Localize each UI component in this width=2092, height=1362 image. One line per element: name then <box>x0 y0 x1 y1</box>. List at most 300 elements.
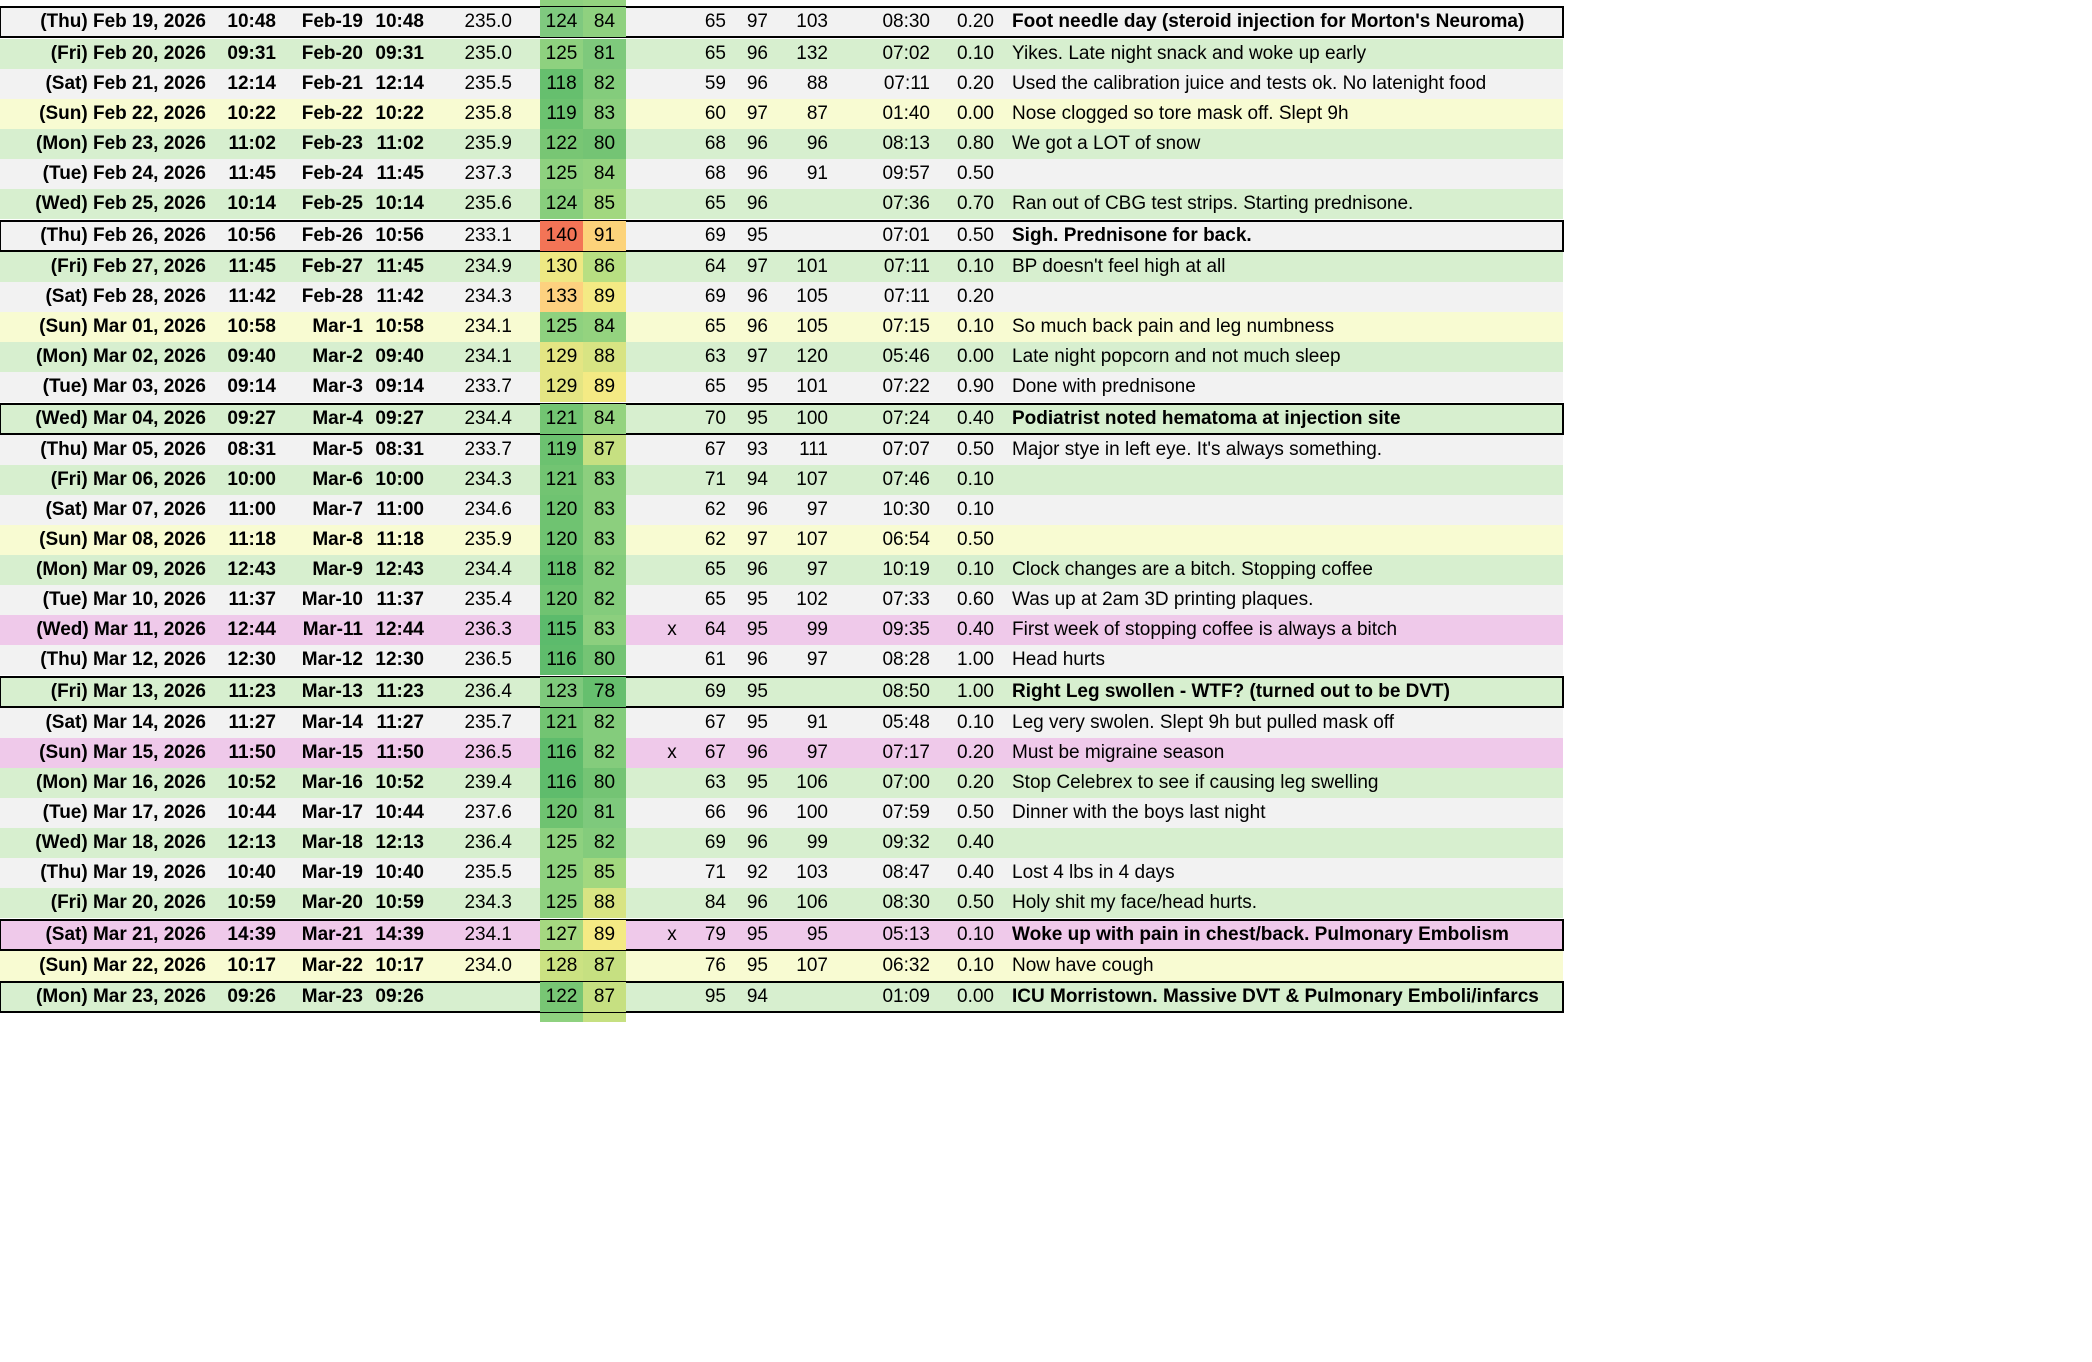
time-cell: 10:44 <box>227 802 276 823</box>
heart-rate-cell: 67 <box>704 439 726 460</box>
diastolic-cell: 82 <box>583 828 626 858</box>
time-cell: 10:40 <box>227 862 276 883</box>
systolic-cell: 133 <box>540 282 583 312</box>
time-short-cell: 11:27 <box>376 712 424 733</box>
diastolic-cell: 86 <box>583 252 626 282</box>
date-short-cell: Mar-8 <box>312 529 363 550</box>
spo2-cell: 97 <box>746 103 768 124</box>
systolic-cell: 127 <box>540 920 583 950</box>
date-short-cell: Mar-18 <box>301 832 363 853</box>
systolic-cell: 125 <box>540 159 583 189</box>
time-cell: 12:30 <box>227 649 276 670</box>
table-row <box>0 99 1563 129</box>
table-row <box>0 282 1563 312</box>
ahi-cell: 0.80 <box>957 133 994 154</box>
table-row <box>0 677 1563 707</box>
systolic-cell: 116 <box>540 738 583 768</box>
date-short-cell: Feb-19 <box>301 11 363 32</box>
heart-rate-cell: 69 <box>704 832 726 853</box>
date-short-cell: Mar-19 <box>301 862 363 883</box>
time-cell: 08:31 <box>227 439 276 460</box>
diastolic-cell: 87 <box>583 435 626 465</box>
weight-cell: 236.3 <box>464 619 512 640</box>
flag-cell <box>660 189 684 219</box>
time-short-cell: 09:27 <box>375 408 424 429</box>
flag-cell <box>660 465 684 495</box>
table-row <box>0 465 1563 495</box>
note-cell: Late night popcorn and not much sleep <box>1012 346 1341 367</box>
time-short-cell: 10:22 <box>375 103 424 124</box>
ahi-cell: 0.50 <box>957 892 994 913</box>
sleep-cell: 07:15 <box>882 316 930 337</box>
systolic-cell: 128 <box>540 951 583 981</box>
date-cell: (Thu) Mar 19, 2026 <box>40 862 206 883</box>
diastolic-cell: 84 <box>583 312 626 342</box>
time-cell: 10:17 <box>227 955 276 976</box>
note-cell <box>1012 495 1562 525</box>
sleep-cell: 07:01 <box>882 225 930 246</box>
spo2-cell: 95 <box>746 772 768 793</box>
ahi-cell: 0.70 <box>957 193 994 214</box>
heart-rate-cell: 69 <box>704 286 726 307</box>
ahi-cell: 0.10 <box>957 924 994 945</box>
flag-cell <box>660 372 684 402</box>
note-cell: Head hurts <box>1012 649 1105 670</box>
time-cell: 10:59 <box>227 892 276 913</box>
cbg-cell: 87 <box>806 103 828 124</box>
weight-cell: 234.1 <box>464 316 512 337</box>
note-cell: First week of stopping coffee is always a bitch <box>1012 619 1398 640</box>
systolic-cell: 125 <box>540 828 583 858</box>
table-row <box>0 312 1563 342</box>
time-short-cell: 12:44 <box>375 619 424 640</box>
diastolic-cell: 82 <box>583 69 626 99</box>
spo2-cell: 97 <box>746 529 768 550</box>
systolic-cell: 129 <box>540 342 583 372</box>
flag-cell <box>660 495 684 525</box>
systolic-cell: 123 <box>540 677 583 707</box>
cbg-cell: 107 <box>796 529 828 550</box>
systolic-cell: 124 <box>540 7 583 37</box>
note-cell: Was up at 2am 3D printing plaques. <box>1012 589 1314 610</box>
time-short-cell: 10:40 <box>375 862 424 883</box>
table-row <box>0 555 1563 585</box>
heart-rate-cell: 68 <box>704 133 726 154</box>
flag-cell <box>660 951 684 981</box>
sleep-cell: 07:00 <box>882 772 930 793</box>
cbg-cell <box>780 221 828 251</box>
weight-cell: 235.5 <box>464 862 512 883</box>
time-short-cell: 09:26 <box>375 986 424 1007</box>
diastolic-cell: 85 <box>583 189 626 219</box>
table-row <box>0 888 1563 918</box>
date-short-cell: Feb-22 <box>301 103 363 124</box>
heart-rate-cell: 59 <box>704 73 726 94</box>
note-cell: ICU Morristown. Massive DVT & Pulmonary Emboli/infarcs <box>1012 986 1539 1007</box>
spo2-cell: 96 <box>746 802 768 823</box>
time-short-cell: 10:00 <box>375 469 424 490</box>
diastolic-cell: 83 <box>583 465 626 495</box>
spo2-cell: 95 <box>746 225 768 246</box>
flag-cell: x <box>667 742 677 763</box>
systolic-cell: 125 <box>540 39 583 69</box>
date-short-cell: Mar-7 <box>312 499 363 520</box>
cbg-cell: 106 <box>796 892 828 913</box>
time-cell: 14:39 <box>227 924 276 945</box>
cbg-cell: 97 <box>806 742 828 763</box>
weight-cell: 235.4 <box>464 589 512 610</box>
heart-rate-cell: 69 <box>704 225 726 246</box>
date-cell: (Fri) Feb 27, 2026 <box>50 256 206 277</box>
table-row <box>0 951 1563 981</box>
weight-cell: 235.0 <box>464 11 512 32</box>
time-short-cell: 09:14 <box>375 376 424 397</box>
systolic-cell: 120 <box>540 525 583 555</box>
weight-cell: 236.5 <box>464 649 512 670</box>
table-row <box>0 798 1563 828</box>
sleep-cell: 08:50 <box>882 681 930 702</box>
table-row <box>0 585 1563 615</box>
heart-rate-cell: 62 <box>704 499 726 520</box>
diastolic-cell: 88 <box>583 342 626 372</box>
spo2-cell: 93 <box>746 439 768 460</box>
date-cell: (Sat) Mar 14, 2026 <box>45 712 206 733</box>
time-short-cell: 10:58 <box>375 316 424 337</box>
date-cell: (Sun) Mar 15, 2026 <box>39 742 206 763</box>
time-short-cell: 11:45 <box>376 256 424 277</box>
date-cell: (Mon) Feb 23, 2026 <box>36 133 206 154</box>
time-cell: 11:02 <box>228 133 276 154</box>
heart-rate-cell: 76 <box>704 955 726 976</box>
systolic-cell: 125 <box>540 312 583 342</box>
sleep-cell: 06:54 <box>882 529 930 550</box>
diastolic-cell: 82 <box>583 738 626 768</box>
table-row <box>0 858 1563 888</box>
ahi-cell: 0.10 <box>957 499 994 520</box>
systolic-cell: 120 <box>540 495 583 525</box>
date-short-cell: Mar-3 <box>312 376 363 397</box>
date-short-cell: Mar-22 <box>301 955 363 976</box>
heart-rate-cell: 62 <box>704 529 726 550</box>
weight-cell: 237.6 <box>464 802 512 823</box>
date-cell: (Fri) Mar 06, 2026 <box>50 469 206 490</box>
cbg-cell: 107 <box>796 469 828 490</box>
time-short-cell: 11:18 <box>376 529 424 550</box>
ahi-cell: 0.10 <box>957 316 994 337</box>
date-cell: (Sat) Feb 21, 2026 <box>45 73 206 94</box>
time-short-cell: 10:17 <box>375 955 424 976</box>
spo2-cell: 96 <box>746 832 768 853</box>
date-short-cell: Feb-25 <box>301 193 363 214</box>
heart-rate-cell: 67 <box>704 742 726 763</box>
time-cell: 10:14 <box>227 193 276 214</box>
weight-cell: 235.9 <box>464 529 512 550</box>
date-short-cell: Mar-14 <box>301 712 363 733</box>
cbg-cell: 95 <box>806 924 828 945</box>
heart-rate-cell: 61 <box>704 649 726 670</box>
note-cell: Nose clogged so tore mask off. Slept 9h <box>1012 103 1349 124</box>
sleep-cell: 07:02 <box>882 43 930 64</box>
date-short-cell: Mar-13 <box>301 681 363 702</box>
time-short-cell: 12:13 <box>375 832 424 853</box>
heart-rate-cell: 60 <box>704 103 726 124</box>
time-short-cell: 11:50 <box>376 742 424 763</box>
ahi-cell: 0.20 <box>957 73 994 94</box>
time-short-cell: 09:40 <box>375 346 424 367</box>
flag-cell <box>660 435 684 465</box>
sleep-cell: 07:59 <box>882 802 930 823</box>
date-cell: (Thu) Mar 12, 2026 <box>40 649 206 670</box>
weight-cell: 237.3 <box>464 163 512 184</box>
table-row <box>0 615 1563 645</box>
spo2-cell: 96 <box>746 742 768 763</box>
date-cell: (Mon) Mar 23, 2026 <box>36 986 206 1007</box>
ahi-cell: 0.00 <box>957 986 994 1007</box>
weight-cell: 234.6 <box>464 499 512 520</box>
time-cell: 10:52 <box>227 772 276 793</box>
ahi-cell: 0.00 <box>957 103 994 124</box>
diastolic-cell: 89 <box>583 920 626 950</box>
heart-rate-cell: 95 <box>704 986 726 1007</box>
sleep-cell: 10:19 <box>882 559 930 580</box>
note-cell: Woke up with pain in chest/back. Pulmonary Embolism <box>1012 924 1509 945</box>
spo2-cell: 94 <box>746 986 768 1007</box>
spo2-cell: 95 <box>746 619 768 640</box>
sleep-cell: 07:33 <box>882 589 930 610</box>
ahi-cell: 0.50 <box>957 439 994 460</box>
cbg-cell: 99 <box>806 832 828 853</box>
heart-rate-cell: 65 <box>704 559 726 580</box>
note-cell <box>1012 525 1562 555</box>
table-row <box>0 372 1563 402</box>
heart-rate-cell: 84 <box>704 892 726 913</box>
heart-rate-cell: 65 <box>704 43 726 64</box>
systolic-cell: 122 <box>540 129 583 159</box>
date-short-cell: Mar-17 <box>301 802 363 823</box>
ahi-cell: 0.20 <box>957 286 994 307</box>
spo2-cell: 96 <box>746 43 768 64</box>
table-row <box>0 159 1563 189</box>
spo2-cell: 97 <box>746 256 768 277</box>
cbg-cell: 91 <box>806 163 828 184</box>
flag-cell <box>660 252 684 282</box>
time-short-cell: 12:14 <box>375 73 424 94</box>
time-cell: 09:31 <box>227 43 276 64</box>
cbg-cell: 97 <box>806 499 828 520</box>
sleep-cell: 05:48 <box>882 712 930 733</box>
time-short-cell: 11:23 <box>376 681 424 702</box>
ahi-cell: 0.10 <box>957 43 994 64</box>
spo2-cell: 95 <box>746 408 768 429</box>
date-cell: (Sun) Feb 22, 2026 <box>39 103 206 124</box>
ahi-cell: 0.40 <box>957 408 994 429</box>
date-cell: (Tue) Feb 24, 2026 <box>42 163 206 184</box>
note-cell: Podiatrist noted hematoma at injection site <box>1012 408 1401 429</box>
time-short-cell: 08:31 <box>375 439 424 460</box>
spo2-cell: 96 <box>746 499 768 520</box>
sleep-cell: 05:46 <box>882 346 930 367</box>
time-cell: 10:00 <box>227 469 276 490</box>
note-cell: Holy shit my face/head hurts. <box>1012 892 1257 913</box>
systolic-cell: 118 <box>540 555 583 585</box>
spo2-cell: 97 <box>746 346 768 367</box>
diastolic-cell: 83 <box>583 495 626 525</box>
table-row <box>0 189 1563 219</box>
date-short-cell: Mar-4 <box>312 408 363 429</box>
date-short-cell: Mar-11 <box>302 619 363 640</box>
cbg-cell: 100 <box>796 802 828 823</box>
cbg-cell: 120 <box>796 346 828 367</box>
systolic-cell: 116 <box>540 768 583 798</box>
time-cell: 11:27 <box>228 712 276 733</box>
sleep-cell: 07:36 <box>882 193 930 214</box>
date-cell: (Sun) Mar 01, 2026 <box>39 316 206 337</box>
time-short-cell: 11:02 <box>376 133 424 154</box>
diastolic-cell: 82 <box>583 708 626 738</box>
ahi-cell: 0.60 <box>957 589 994 610</box>
time-cell: 11:18 <box>228 529 276 550</box>
time-short-cell: 12:30 <box>375 649 424 670</box>
systolic-cell: 130 <box>540 252 583 282</box>
cbg-cell: 111 <box>799 439 828 460</box>
table-row <box>0 404 1563 434</box>
date-short-cell: Mar-21 <box>301 924 363 945</box>
note-cell: Ran out of CBG test strips. Starting prednisone. <box>1012 193 1414 214</box>
time-short-cell: 10:48 <box>375 11 424 32</box>
weight-cell: 236.5 <box>464 742 512 763</box>
diastolic-cell: 80 <box>583 129 626 159</box>
weight-cell: 234.1 <box>464 924 512 945</box>
heart-rate-cell: 68 <box>704 163 726 184</box>
diastolic-cell: 80 <box>583 645 626 675</box>
time-cell: 11:00 <box>228 499 276 520</box>
weight-cell: 235.9 <box>464 133 512 154</box>
weight-cell: 234.3 <box>464 469 512 490</box>
time-cell: 10:58 <box>227 316 276 337</box>
date-cell: (Mon) Mar 16, 2026 <box>36 772 206 793</box>
note-cell: Sigh. Prednisone for back. <box>1012 225 1252 246</box>
ahi-cell: 0.10 <box>957 256 994 277</box>
flag-cell <box>660 888 684 918</box>
time-short-cell: 10:59 <box>375 892 424 913</box>
flag-cell <box>660 39 684 69</box>
sleep-cell: 07:11 <box>883 286 930 307</box>
time-cell: 09:14 <box>227 376 276 397</box>
diastolic-cell: 80 <box>583 768 626 798</box>
sleep-cell: 09:35 <box>882 619 930 640</box>
cbg-cell <box>780 677 828 707</box>
date-short-cell: Feb-21 <box>301 73 363 94</box>
table-row <box>0 982 1563 1012</box>
date-short-cell: Mar-23 <box>301 986 363 1007</box>
note-cell: Foot needle day (steroid injection for Morton's Neuroma) <box>1012 11 1525 32</box>
cbg-cell: 99 <box>806 619 828 640</box>
diastolic-cell: 82 <box>583 585 626 615</box>
table-row <box>0 828 1563 858</box>
diastolic-cell: 83 <box>583 615 626 645</box>
diastolic-cell: 91 <box>583 221 626 251</box>
table-row <box>0 7 1563 37</box>
weight-cell <box>440 982 512 1012</box>
ahi-cell: 0.40 <box>957 862 994 883</box>
ahi-cell: 0.10 <box>957 712 994 733</box>
cbg-cell: 106 <box>796 772 828 793</box>
ahi-cell: 0.50 <box>957 529 994 550</box>
weight-cell: 234.1 <box>464 346 512 367</box>
time-short-cell: 14:39 <box>375 924 424 945</box>
heart-rate-cell: 71 <box>704 862 726 883</box>
table-row <box>0 920 1563 950</box>
ahi-cell: 0.00 <box>957 346 994 367</box>
heart-rate-cell: 79 <box>704 924 726 945</box>
cbg-cell <box>780 189 828 219</box>
time-short-cell: 10:56 <box>375 225 424 246</box>
sleep-cell: 07:24 <box>882 408 930 429</box>
sleep-cell: 08:30 <box>882 892 930 913</box>
date-cell: (Wed) Mar 04, 2026 <box>35 408 206 429</box>
date-cell: (Fri) Mar 13, 2026 <box>50 681 206 702</box>
time-cell: 09:40 <box>227 346 276 367</box>
date-short-cell: Mar-9 <box>312 559 363 580</box>
date-cell: (Tue) Mar 10, 2026 <box>42 589 206 610</box>
weight-cell: 234.4 <box>464 559 512 580</box>
weight-cell: 233.7 <box>464 376 512 397</box>
table-row <box>0 129 1563 159</box>
note-cell: Right Leg swollen - WTF? (turned out to be DVT) <box>1012 681 1450 702</box>
flag-cell <box>660 312 684 342</box>
time-short-cell: 10:44 <box>375 802 424 823</box>
sleep-cell: 08:28 <box>882 649 930 670</box>
date-cell: (Tue) Mar 03, 2026 <box>42 376 206 397</box>
systolic-cell: 124 <box>540 189 583 219</box>
heart-rate-cell: 64 <box>704 619 726 640</box>
sleep-cell: 09:32 <box>882 832 930 853</box>
weight-cell: 239.4 <box>464 772 512 793</box>
cbg-cell: 97 <box>806 649 828 670</box>
diastolic-cell: 82 <box>583 555 626 585</box>
flag-cell <box>660 99 684 129</box>
date-cell: (Sun) Mar 22, 2026 <box>39 955 206 976</box>
flag-cell <box>660 708 684 738</box>
spo2-cell: 96 <box>746 133 768 154</box>
heart-rate-cell: 65 <box>704 376 726 397</box>
spo2-cell: 96 <box>746 316 768 337</box>
cbg-cell: 100 <box>796 408 828 429</box>
ahi-cell: 0.50 <box>957 225 994 246</box>
ahi-cell: 1.00 <box>957 681 994 702</box>
cbg-cell: 96 <box>806 133 828 154</box>
diastolic-cell: 84 <box>583 7 626 37</box>
date-cell: (Sat) Mar 21, 2026 <box>45 924 206 945</box>
date-cell: (Mon) Mar 09, 2026 <box>36 559 206 580</box>
cbg-cell: 91 <box>806 712 828 733</box>
systolic-cell: 116 <box>540 645 583 675</box>
ahi-cell: 0.40 <box>957 619 994 640</box>
sleep-cell: 08:13 <box>882 133 930 154</box>
sleep-cell: 05:13 <box>882 924 930 945</box>
table-row <box>0 221 1563 251</box>
note-cell: Leg very swolen. Slept 9h but pulled mask off <box>1012 712 1394 733</box>
ahi-cell: 0.10 <box>957 469 994 490</box>
systolic-cell: 121 <box>540 404 583 434</box>
note-cell: Now have cough <box>1012 955 1154 976</box>
table-row <box>0 768 1563 798</box>
systolic-cell: 122 <box>540 982 583 1012</box>
diastolic-cell: 84 <box>583 404 626 434</box>
time-cell: 12:44 <box>227 619 276 640</box>
date-short-cell: Mar-2 <box>312 346 363 367</box>
bottom-cut-row <box>0 1013 1568 1022</box>
